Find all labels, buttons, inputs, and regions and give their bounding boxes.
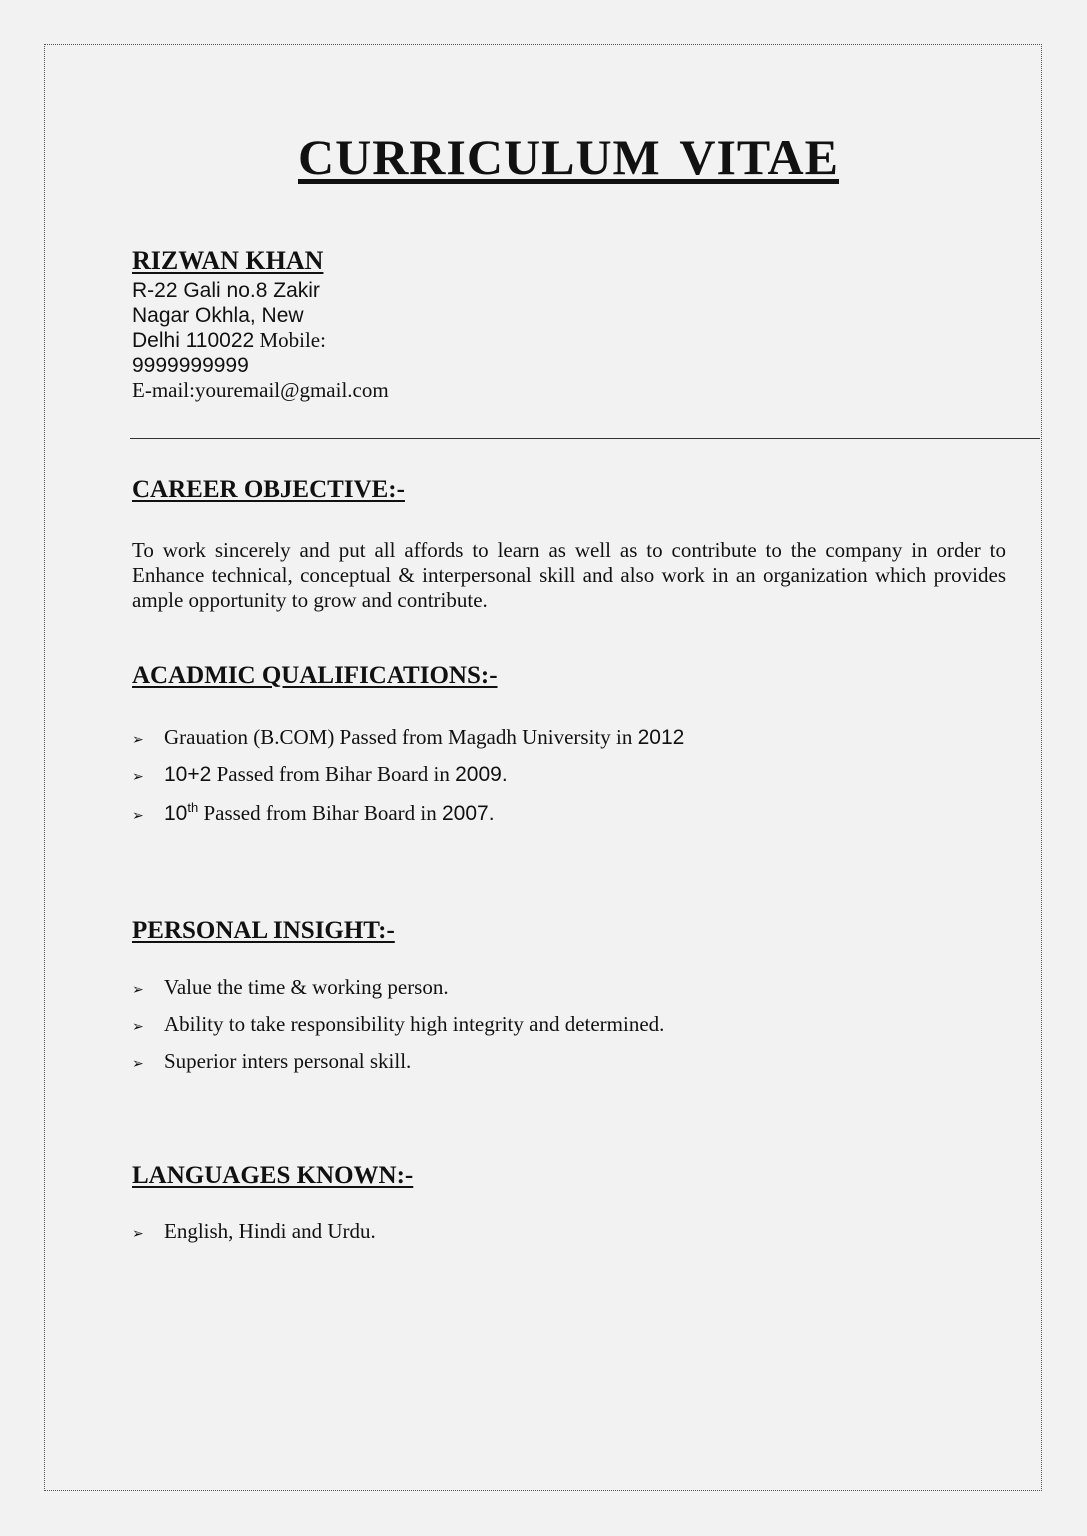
- personal-insight-heading: PERSONAL INSIGHT:-: [132, 917, 395, 944]
- languages-heading: LANGUAGES KNOWN:-: [132, 1162, 414, 1189]
- arrowhead-bullet-icon: ➢: [132, 1226, 144, 1242]
- languages-item-1: English, Hindi and Urdu.: [164, 1219, 376, 1243]
- list-item: [132, 975, 449, 1000]
- list-item: [132, 1012, 664, 1037]
- academic-item-2: 10+2 Passed from Bihar Board in 2009.: [164, 762, 508, 786]
- arrowhead-bullet-icon: ➢: [132, 732, 144, 748]
- arrowhead-bullet-icon: ➢: [132, 769, 144, 785]
- list-item: [132, 762, 508, 787]
- academic-heading: ACADMIC QUALIFICATIONS:-: [132, 662, 498, 689]
- address-line-3: [132, 328, 326, 353]
- arrowhead-bullet-icon: ➢: [132, 808, 144, 824]
- academic-item-3: 10th Passed from Bihar Board in 2007.: [164, 800, 495, 825]
- list-item: [132, 800, 495, 826]
- email-line: [132, 378, 389, 403]
- arrowhead-bullet-icon: ➢: [132, 1019, 144, 1035]
- arrowhead-bullet-icon: ➢: [132, 1056, 144, 1072]
- insight-item-3: Superior inters personal skill.: [164, 1049, 412, 1073]
- address-line-2: Nagar Okhla, New: [132, 304, 304, 327]
- candidate-name: RIZWAN KHAN: [132, 246, 324, 275]
- list-item: [132, 1219, 376, 1244]
- email-address: youremail@gmail.com: [194, 378, 389, 402]
- insight-item-2: Ability to take responsibility high integrity and determined.: [164, 1012, 665, 1036]
- document-title: CURRICULUM VITAE: [297, 129, 840, 185]
- career-objective-heading: CAREER OBJECTIVE:-: [132, 476, 405, 503]
- header-divider: [130, 438, 1040, 439]
- mobile-number: 9999999999: [132, 354, 249, 377]
- insight-item-1: Value the time & working person.: [164, 975, 449, 999]
- arrowhead-bullet-icon: ➢: [132, 982, 144, 998]
- list-item: [132, 1049, 411, 1074]
- list-item: [132, 725, 684, 750]
- mobile-label: Mobile:: [259, 328, 326, 352]
- academic-item-1: Grauation (B.COM) Passed from Magadh University in 2012: [164, 725, 685, 749]
- address-city-pin: Delhi 110022: [132, 329, 255, 352]
- career-objective-text: To work sincerely and put all affords to learn as well as to contribute to the company in order to Enhance technical, conceptual & interpersonal skill and also work in an organization which provides ample opportunity to grow and contribute.: [132, 538, 1006, 612]
- email-label: E-mail:: [132, 378, 195, 402]
- address-line-1: R-22 Gali no.8 Zakir: [132, 279, 320, 302]
